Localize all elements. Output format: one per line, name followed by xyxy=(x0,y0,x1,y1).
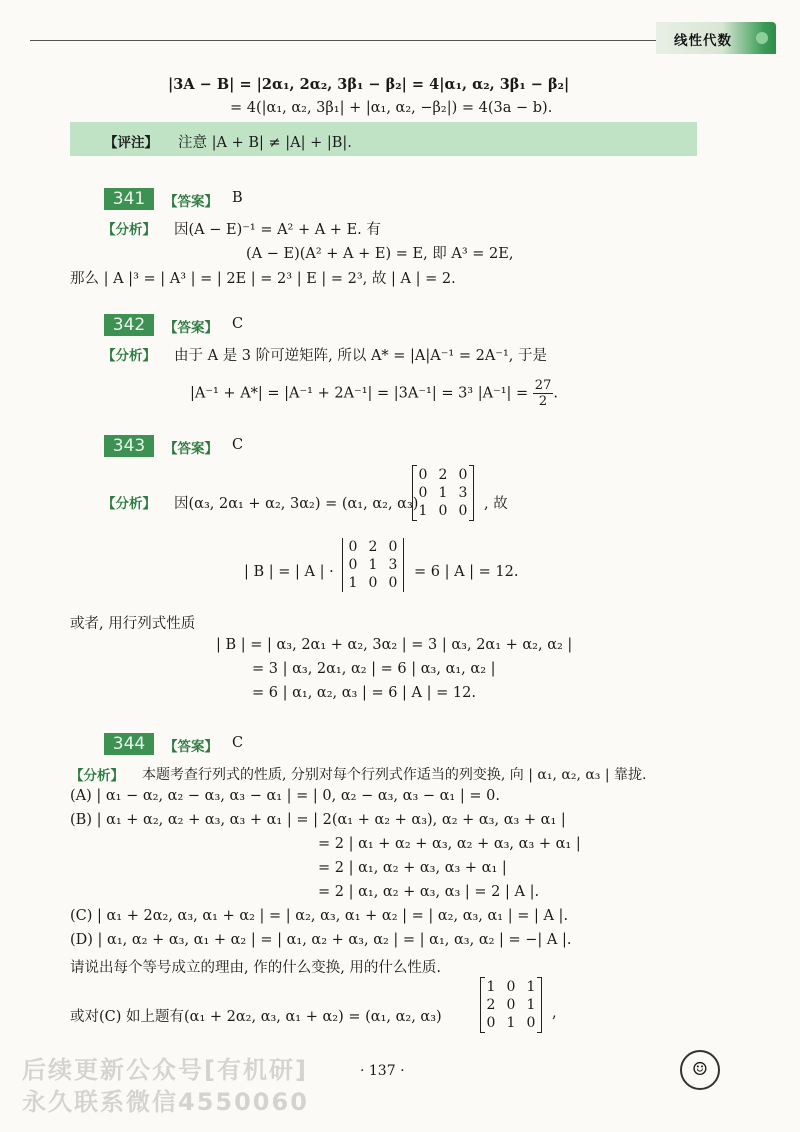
matrix-cell: 0 xyxy=(526,1015,536,1031)
answer-label: 【答案】 xyxy=(164,441,218,457)
smiley-icon: ☺ xyxy=(680,1050,720,1090)
q344-ask: 请说出每个等号成立的理由, 作的什么变换, 用的什么性质. xyxy=(70,960,442,976)
matrix-cell: 1 xyxy=(348,575,358,591)
q344-option-b-line2: = 2 | α₁ + α₂ + α₃, α₂ + α₃, α₃ + α₁ | xyxy=(318,836,581,852)
q341-line1: 因(A − E)⁻¹ = A² + A + E. 有 xyxy=(174,222,381,238)
matrix-cell: 0 xyxy=(486,1015,496,1031)
note-label: 【评注】 xyxy=(104,135,158,151)
matrix-cell: 0 xyxy=(458,467,468,483)
matrix-cell: 1 xyxy=(486,979,496,995)
q344-option-b-line3: = 2 | α₁, α₂ + α₃, α₃ + α₁ | xyxy=(318,860,507,876)
watermark-line2: 永久联系微信4550060 xyxy=(22,1088,309,1116)
q343-line1-end: , 故 xyxy=(484,496,508,512)
matrix-cell: 0 xyxy=(458,503,468,519)
analysis-label: 【分析】 xyxy=(102,222,156,238)
matrix-cell: 0 xyxy=(388,575,398,591)
q342-line2 xyxy=(190,378,558,409)
q343-det-post: = 6 | A | = 12. xyxy=(414,564,519,580)
q343-alt-line2: = 3 | α₃, 2α₁, α₂ | = 6 | α₃, α₁, α₂ | xyxy=(252,661,496,677)
eq-top-line1: |3A − B| = |2α₁, 2α₂, 3β₁ − β₂| = 4|α₁, α₂, 3β₁ − β₂| xyxy=(168,76,570,93)
answer-value: B xyxy=(232,190,243,206)
q344-option-c: (C) | α₁ + 2α₂, α₃, α₁ + α₂ | = | α₂, α₃, α₁ + α₂ | = | α₂, α₃, α₁ | = | A |. xyxy=(70,908,569,924)
matrix-cell: 1 xyxy=(526,997,536,1013)
matrix-cell: 0 xyxy=(438,503,448,519)
analysis-label: 【分析】 xyxy=(102,496,156,512)
matrix-343 xyxy=(412,466,474,520)
q344-option-d: (D) | α₁, α₂ + α₃, α₁ + α₂ | = | α₁, α₂ + α₃, α₂ | = | α₁, α₃, α₂ | = −| A |. xyxy=(70,932,572,948)
q342-line1: 由于 A 是 3 阶可逆矩阵, 所以 A* = |A|A⁻¹ = 2A⁻¹, 于是 xyxy=(174,348,547,364)
answer-value: C xyxy=(232,735,244,751)
question-number-343: 343 xyxy=(104,435,154,457)
matrix-cell: 1 xyxy=(438,485,448,501)
answer-label: 【答案】 xyxy=(164,739,218,755)
matrix-cell: 0 xyxy=(388,539,398,555)
analysis-label: 【分析】 xyxy=(102,348,156,364)
matrix-cell: 2 xyxy=(486,997,496,1013)
matrix-cell: 3 xyxy=(388,557,398,573)
matrix-cell: 1 xyxy=(506,1015,516,1031)
q343-alt-line1: | B | = | α₃, 2α₁ + α₂, 3α₂ | = 3 | α₃, 2α₁ + α₂, α₂ | xyxy=(216,637,573,653)
page-number: · 137 · xyxy=(360,1063,405,1079)
analysis-label: 【分析】 xyxy=(70,768,124,784)
q343-alt: 或者, 用行列式性质 xyxy=(70,616,196,632)
question-number-341: 341 xyxy=(104,188,154,210)
fraction xyxy=(533,378,554,409)
matrix-cell: 0 xyxy=(368,575,378,591)
matrix-344 xyxy=(480,978,542,1032)
q342-line2-text: |A⁻¹ + A*| = |A⁻¹ + 2A⁻¹| = |3A⁻¹| = 3³ |A⁻¹| = xyxy=(190,385,529,402)
q342-line2-end: . xyxy=(553,385,558,402)
answer-label: 【答案】 xyxy=(164,320,218,336)
question-number-342: 342 xyxy=(104,314,154,336)
q344-last: 或对(C) 如上题有(α₁ + 2α₂, α₃, α₁ + α₂) = (α₁, α₂, α₃) xyxy=(70,1009,442,1025)
q344-intro: 本题考查行列式的性质, 分别对每个行列式作适当的列变换, 向 | α₁, α₂, α₃ | 靠拢. xyxy=(142,767,647,783)
q344-last-end: , xyxy=(552,1005,557,1021)
eq-top-line2: = 4(|α₁, α₂, 3β₁| + |α₁, α₂, −β₂|) = 4(3a − b). xyxy=(230,100,553,116)
answer-label: 【答案】 xyxy=(164,194,218,210)
matrix-cell: 2 xyxy=(368,539,378,555)
q344-option-a: (A) | α₁ − α₂, α₂ − α₃, α₃ − α₁ | = | 0, α₂ − α₃, α₃ − α₁ | = 0. xyxy=(70,788,500,804)
answer-value: C xyxy=(232,316,244,332)
matrix-cell: 1 xyxy=(368,557,378,573)
q344-option-b-line1: (B) | α₁ + α₂, α₂ + α₃, α₃ + α₁ | = | 2(α₁ + α₂ + α₃), α₂ + α₃, α₃ + α₁ | xyxy=(70,812,566,828)
matrix-cell: 1 xyxy=(418,503,428,519)
fraction-denominator: 2 xyxy=(538,394,548,409)
q343-line1: 因(α₃, 2α₁ + α₂, 3α₂) = (α₁, α₂, α₃) xyxy=(174,496,419,512)
matrix-cell: 0 xyxy=(348,539,358,555)
determinant-343 xyxy=(342,538,404,592)
q341-line2: (A − E)(A² + A + E) = E, 即 A³ = 2E, xyxy=(246,246,514,262)
note-banner xyxy=(70,122,697,156)
matrix-cell: 0 xyxy=(418,485,428,501)
matrix-cell: 0 xyxy=(418,467,428,483)
q343-alt-line3: = 6 | α₁, α₂, α₃ | = 6 | A | = 12. xyxy=(252,685,476,701)
matrix-cell: 0 xyxy=(506,979,516,995)
question-number-344: 344 xyxy=(104,733,154,755)
answer-value: C xyxy=(232,437,244,453)
q344-option-b-line4: = 2 | α₁, α₂ + α₃, α₃ | = 2 | A |. xyxy=(318,884,540,900)
note-text: 注意 |A + B| ≠ |A| + |B|. xyxy=(178,135,352,151)
q341-line3: 那么 | A |³ = | A³ | = | 2E | = 2³ | E | = 2³, 故 | A | = 2. xyxy=(70,271,456,287)
matrix-cell: 2 xyxy=(438,467,448,483)
matrix-cell: 0 xyxy=(348,557,358,573)
section-tab xyxy=(656,22,776,54)
matrix-cell: 3 xyxy=(458,485,468,501)
fraction-numerator: 27 xyxy=(534,378,552,393)
watermark-line1: 后续更新公众号[有机研] xyxy=(22,1056,308,1084)
section-title: 线性代数 xyxy=(674,33,732,49)
tab-dot-icon xyxy=(756,32,768,44)
q343-det-pre: | B | = | A | · xyxy=(244,564,334,580)
matrix-cell: 1 xyxy=(526,979,536,995)
matrix-cell: 0 xyxy=(506,997,516,1013)
header-rule xyxy=(30,40,698,41)
